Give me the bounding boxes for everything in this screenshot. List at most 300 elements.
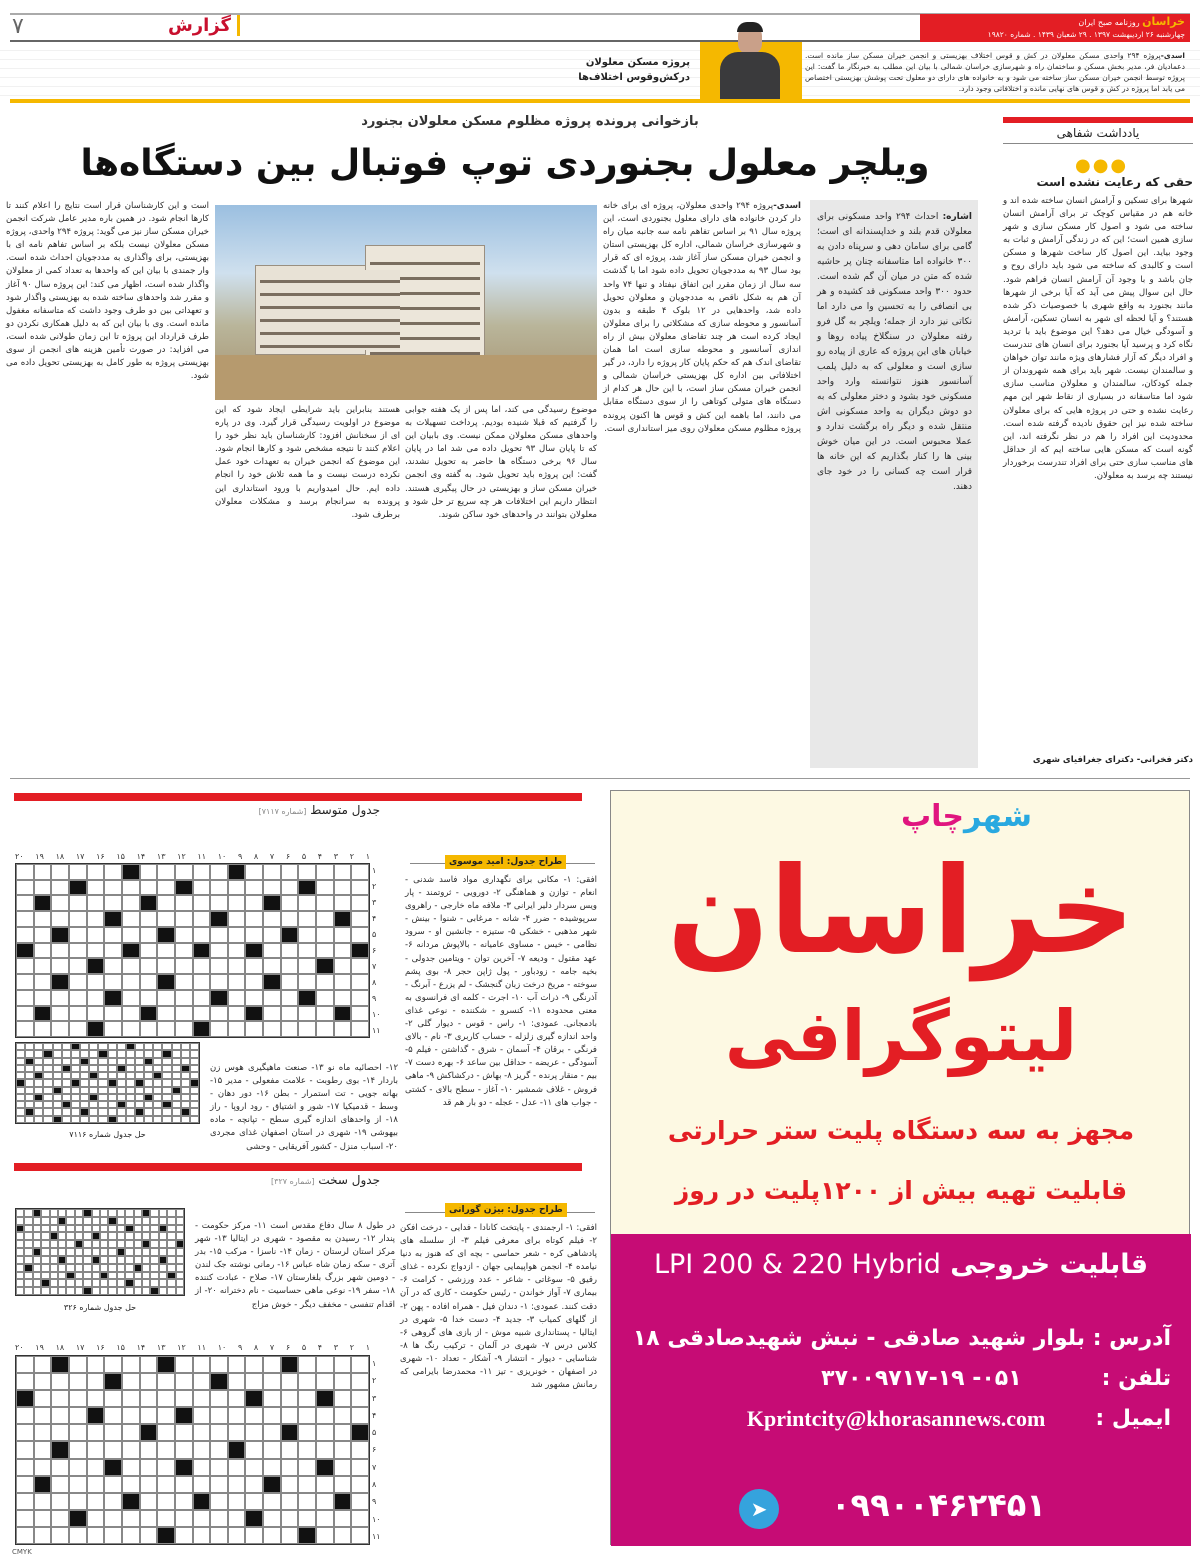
crossword-cell[interactable]: [175, 1006, 193, 1022]
crossword-cell[interactable]: [281, 1527, 299, 1544]
crossword-cell[interactable]: [51, 990, 69, 1006]
crossword-cell[interactable]: [210, 1510, 228, 1527]
crossword-cell[interactable]: [104, 1407, 122, 1424]
crossword-cell[interactable]: [34, 1021, 52, 1037]
crossword-cell[interactable]: [351, 1021, 369, 1037]
crossword-cell[interactable]: [51, 880, 69, 896]
crossword-cell[interactable]: [34, 1459, 52, 1476]
crossword-cell[interactable]: [316, 880, 334, 896]
crossword-cell[interactable]: [104, 1424, 122, 1441]
crossword-cell[interactable]: [104, 1356, 122, 1373]
crossword-cell[interactable]: [87, 927, 105, 943]
crossword-cell[interactable]: [140, 1021, 158, 1037]
crossword-cell[interactable]: [298, 1390, 316, 1407]
crossword-cell[interactable]: [87, 1493, 105, 1510]
crossword-cell[interactable]: [34, 1527, 52, 1544]
crossword-cell[interactable]: [298, 864, 316, 880]
crossword-cell[interactable]: [157, 1510, 175, 1527]
crossword-cell[interactable]: [157, 943, 175, 959]
crossword-cell[interactable]: [210, 895, 228, 911]
crossword-cell[interactable]: [351, 974, 369, 990]
crossword-cell[interactable]: [228, 990, 246, 1006]
crossword-cell[interactable]: [34, 1390, 52, 1407]
crossword-cell[interactable]: [51, 1459, 69, 1476]
crossword-cell[interactable]: [140, 1459, 158, 1476]
crossword-cell[interactable]: [157, 1476, 175, 1493]
crossword-cell[interactable]: [140, 927, 158, 943]
crossword-cell[interactable]: [157, 1493, 175, 1510]
crossword-cell[interactable]: [87, 895, 105, 911]
crossword-cell[interactable]: [281, 880, 299, 896]
crossword-cell[interactable]: [87, 943, 105, 959]
crossword-cell[interactable]: [122, 974, 140, 990]
crossword-cell[interactable]: [69, 927, 87, 943]
crossword-cell[interactable]: [228, 1390, 246, 1407]
crossword-cell[interactable]: [228, 911, 246, 927]
crossword-cell[interactable]: [316, 943, 334, 959]
crossword-cell[interactable]: [316, 1441, 334, 1458]
crossword-cell[interactable]: [175, 895, 193, 911]
crossword-cell[interactable]: [298, 1459, 316, 1476]
crossword-cell[interactable]: [87, 864, 105, 880]
crossword-cell[interactable]: [228, 958, 246, 974]
crossword-cell[interactable]: [263, 1493, 281, 1510]
crossword-cell[interactable]: [228, 1493, 246, 1510]
crossword-cell[interactable]: [298, 943, 316, 959]
crossword-cell[interactable]: [281, 1493, 299, 1510]
crossword-cell[interactable]: [228, 1356, 246, 1373]
crossword-cell[interactable]: [228, 1510, 246, 1527]
crossword-cell[interactable]: [34, 1424, 52, 1441]
crossword-cell[interactable]: [104, 895, 122, 911]
crossword-cell[interactable]: [351, 1407, 369, 1424]
crossword-cell[interactable]: [316, 911, 334, 927]
crossword-cell[interactable]: [193, 880, 211, 896]
telegram-icon[interactable]: ➤: [739, 1489, 779, 1529]
crossword-cell[interactable]: [281, 1390, 299, 1407]
crossword-cell[interactable]: [351, 1441, 369, 1458]
crossword-cell[interactable]: [122, 1373, 140, 1390]
crossword-cell[interactable]: [122, 1390, 140, 1407]
crossword-cell[interactable]: [334, 990, 352, 1006]
crossword-cell[interactable]: [122, 1021, 140, 1037]
crossword-cell[interactable]: [157, 1407, 175, 1424]
crossword-cell[interactable]: [122, 1527, 140, 1544]
crossword-cell[interactable]: [122, 1441, 140, 1458]
crossword-cell[interactable]: [263, 990, 281, 1006]
crossword-cell[interactable]: [334, 943, 352, 959]
crossword-cell[interactable]: [122, 1006, 140, 1022]
crossword-cell[interactable]: [51, 1006, 69, 1022]
crossword-cell[interactable]: [34, 1373, 52, 1390]
crossword-cell[interactable]: [51, 1424, 69, 1441]
crossword-cell[interactable]: [193, 1510, 211, 1527]
crossword-cell[interactable]: [175, 1441, 193, 1458]
crossword-cell[interactable]: [298, 1021, 316, 1037]
crossword-cell[interactable]: [193, 990, 211, 1006]
crossword-cell[interactable]: [157, 1424, 175, 1441]
crossword-cell[interactable]: [104, 1021, 122, 1037]
crossword-cell[interactable]: [228, 1459, 246, 1476]
crossword-cell[interactable]: [193, 1006, 211, 1022]
crossword-cell[interactable]: [51, 1476, 69, 1493]
crossword-cell[interactable]: [51, 895, 69, 911]
crossword-cell[interactable]: [122, 927, 140, 943]
crossword-cell[interactable]: [245, 990, 263, 1006]
crossword-cell[interactable]: [281, 1021, 299, 1037]
crossword-cell[interactable]: [175, 958, 193, 974]
crossword-cell[interactable]: [193, 1476, 211, 1493]
crossword-cell[interactable]: [69, 1476, 87, 1493]
crossword-cell[interactable]: [157, 1459, 175, 1476]
crossword-cell[interactable]: [175, 1476, 193, 1493]
crossword-cell[interactable]: [34, 1407, 52, 1424]
crossword-cell[interactable]: [51, 1390, 69, 1407]
crossword-cell[interactable]: [281, 895, 299, 911]
crossword-cell[interactable]: [334, 1021, 352, 1037]
crossword-cell[interactable]: [16, 1424, 34, 1441]
crossword-cell[interactable]: [210, 1407, 228, 1424]
crossword-cell[interactable]: [245, 1424, 263, 1441]
crossword-cell[interactable]: [245, 1021, 263, 1037]
crossword-cell[interactable]: [122, 1476, 140, 1493]
crossword-cell[interactable]: [351, 1476, 369, 1493]
crossword-cell[interactable]: [245, 1356, 263, 1373]
crossword-cell[interactable]: [281, 974, 299, 990]
crossword-medium-grid[interactable]: [15, 863, 370, 1038]
crossword-cell[interactable]: [69, 990, 87, 1006]
crossword-cell[interactable]: [351, 895, 369, 911]
crossword-cell[interactable]: [210, 1424, 228, 1441]
crossword-cell[interactable]: [298, 911, 316, 927]
crossword-cell[interactable]: [16, 895, 34, 911]
crossword-cell[interactable]: [122, 1424, 140, 1441]
crossword-cell[interactable]: [298, 958, 316, 974]
crossword-cell[interactable]: [316, 990, 334, 1006]
crossword-cell[interactable]: [16, 990, 34, 1006]
crossword-cell[interactable]: [245, 958, 263, 974]
crossword-cell[interactable]: [298, 1356, 316, 1373]
crossword-cell[interactable]: [34, 1493, 52, 1510]
crossword-cell[interactable]: [334, 864, 352, 880]
crossword-cell[interactable]: [16, 927, 34, 943]
crossword-cell[interactable]: [316, 1493, 334, 1510]
crossword-cell[interactable]: [175, 864, 193, 880]
crossword-cell[interactable]: [210, 1441, 228, 1458]
crossword-cell[interactable]: [351, 1459, 369, 1476]
crossword-cell[interactable]: [316, 895, 334, 911]
crossword-cell[interactable]: [245, 1407, 263, 1424]
crossword-cell[interactable]: [140, 864, 158, 880]
crossword-cell[interactable]: [351, 1527, 369, 1544]
crossword-cell[interactable]: [51, 864, 69, 880]
crossword-cell[interactable]: [16, 1021, 34, 1037]
crossword-cell[interactable]: [263, 864, 281, 880]
crossword-cell[interactable]: [334, 1527, 352, 1544]
crossword-cell[interactable]: [104, 927, 122, 943]
crossword-cell[interactable]: [210, 1493, 228, 1510]
crossword-cell[interactable]: [298, 1476, 316, 1493]
crossword-cell[interactable]: [263, 911, 281, 927]
crossword-cell[interactable]: [228, 1527, 246, 1544]
crossword-cell[interactable]: [228, 1021, 246, 1037]
crossword-cell[interactable]: [193, 1441, 211, 1458]
crossword-cell[interactable]: [281, 1459, 299, 1476]
crossword-cell[interactable]: [263, 1390, 281, 1407]
crossword-cell[interactable]: [122, 958, 140, 974]
crossword-cell[interactable]: [263, 927, 281, 943]
crossword-cell[interactable]: [334, 1476, 352, 1493]
crossword-cell[interactable]: [281, 1441, 299, 1458]
crossword-cell[interactable]: [316, 1424, 334, 1441]
crossword-cell[interactable]: [104, 1441, 122, 1458]
crossword-cell[interactable]: [281, 864, 299, 880]
crossword-cell[interactable]: [210, 1390, 228, 1407]
crossword-cell[interactable]: [34, 958, 52, 974]
crossword-cell[interactable]: [334, 895, 352, 911]
crossword-cell[interactable]: [351, 958, 369, 974]
crossword-cell[interactable]: [351, 990, 369, 1006]
crossword-cell[interactable]: [34, 1441, 52, 1458]
ad-email[interactable]: Kprintcity@khorasannews.com: [746, 1406, 1046, 1431]
crossword-cell[interactable]: [16, 974, 34, 990]
crossword-cell[interactable]: [140, 911, 158, 927]
crossword-cell[interactable]: [316, 1373, 334, 1390]
crossword-cell[interactable]: [334, 1459, 352, 1476]
crossword-cell[interactable]: [351, 1373, 369, 1390]
crossword-cell[interactable]: [104, 1510, 122, 1527]
crossword-cell[interactable]: [16, 1493, 34, 1510]
crossword-cell[interactable]: [140, 990, 158, 1006]
crossword-cell[interactable]: [263, 1356, 281, 1373]
crossword-cell[interactable]: [281, 958, 299, 974]
crossword-cell[interactable]: [298, 927, 316, 943]
crossword-cell[interactable]: [245, 1493, 263, 1510]
crossword-cell[interactable]: [228, 1424, 246, 1441]
crossword-cell[interactable]: [157, 958, 175, 974]
crossword-cell[interactable]: [281, 1407, 299, 1424]
crossword-cell[interactable]: [16, 1356, 34, 1373]
crossword-cell[interactable]: [175, 1424, 193, 1441]
crossword-cell[interactable]: [316, 1476, 334, 1493]
crossword-cell[interactable]: [16, 958, 34, 974]
crossword-cell[interactable]: [16, 1476, 34, 1493]
crossword-cell[interactable]: [175, 1021, 193, 1037]
crossword-cell[interactable]: [51, 943, 69, 959]
crossword-cell[interactable]: [157, 880, 175, 896]
crossword-cell[interactable]: [122, 1407, 140, 1424]
crossword-cell[interactable]: [87, 911, 105, 927]
crossword-cell[interactable]: [87, 880, 105, 896]
crossword-cell[interactable]: [51, 1527, 69, 1544]
crossword-cell[interactable]: [228, 895, 246, 911]
crossword-cell[interactable]: [175, 943, 193, 959]
crossword-cell[interactable]: [157, 1390, 175, 1407]
crossword-cell[interactable]: [334, 974, 352, 990]
crossword-cell[interactable]: [34, 864, 52, 880]
crossword-cell[interactable]: [140, 958, 158, 974]
crossword-cell[interactable]: [104, 974, 122, 990]
crossword-cell[interactable]: [69, 1021, 87, 1037]
crossword-cell[interactable]: [175, 974, 193, 990]
crossword-cell[interactable]: [69, 864, 87, 880]
crossword-cell[interactable]: [351, 911, 369, 927]
crossword-cell[interactable]: [263, 1373, 281, 1390]
crossword-cell[interactable]: [245, 974, 263, 990]
crossword-cell[interactable]: [228, 880, 246, 896]
crossword-cell[interactable]: [281, 1476, 299, 1493]
crossword-cell[interactable]: [157, 990, 175, 1006]
crossword-cell[interactable]: [140, 880, 158, 896]
crossword-cell[interactable]: [334, 1424, 352, 1441]
crossword-cell[interactable]: [175, 911, 193, 927]
crossword-cell[interactable]: [193, 1356, 211, 1373]
crossword-cell[interactable]: [69, 1441, 87, 1458]
crossword-cell[interactable]: [298, 1407, 316, 1424]
crossword-cell[interactable]: [193, 1424, 211, 1441]
crossword-cell[interactable]: [104, 1527, 122, 1544]
crossword-cell[interactable]: [69, 911, 87, 927]
crossword-cell[interactable]: [334, 927, 352, 943]
crossword-cell[interactable]: [175, 1527, 193, 1544]
crossword-cell[interactable]: [334, 1510, 352, 1527]
crossword-cell[interactable]: [263, 1006, 281, 1022]
crossword-cell[interactable]: [281, 1510, 299, 1527]
crossword-cell[interactable]: [69, 974, 87, 990]
crossword-cell[interactable]: [316, 1021, 334, 1037]
crossword-cell[interactable]: [16, 864, 34, 880]
crossword-cell[interactable]: [157, 1441, 175, 1458]
advertisement[interactable]: [610, 790, 1190, 1545]
crossword-cell[interactable]: [193, 1373, 211, 1390]
crossword-cell[interactable]: [228, 1006, 246, 1022]
crossword-cell[interactable]: [16, 1441, 34, 1458]
crossword-cell[interactable]: [34, 911, 52, 927]
crossword-cell[interactable]: [228, 974, 246, 990]
crossword-cell[interactable]: [245, 895, 263, 911]
crossword-cell[interactable]: [140, 1390, 158, 1407]
crossword-cell[interactable]: [51, 1493, 69, 1510]
crossword-cell[interactable]: [210, 1527, 228, 1544]
crossword-cell[interactable]: [245, 1476, 263, 1493]
crossword-cell[interactable]: [51, 911, 69, 927]
crossword-cell[interactable]: [104, 958, 122, 974]
crossword-cell[interactable]: [140, 1407, 158, 1424]
crossword-cell[interactable]: [16, 1373, 34, 1390]
crossword-cell[interactable]: [245, 864, 263, 880]
crossword-cell[interactable]: [69, 1459, 87, 1476]
crossword-cell[interactable]: [245, 927, 263, 943]
crossword-hard-grid[interactable]: [15, 1355, 370, 1545]
ad-phone[interactable]: ۰۵۱- ۳۷۰۰۹۷۱۷-۱۹: [821, 1366, 1022, 1391]
crossword-cell[interactable]: [193, 1407, 211, 1424]
crossword-cell[interactable]: [122, 1459, 140, 1476]
crossword-cell[interactable]: [104, 1006, 122, 1022]
crossword-cell[interactable]: [281, 943, 299, 959]
crossword-cell[interactable]: [228, 1407, 246, 1424]
crossword-cell[interactable]: [16, 1459, 34, 1476]
crossword-cell[interactable]: [69, 1527, 87, 1544]
crossword-cell[interactable]: [51, 958, 69, 974]
crossword-cell[interactable]: [316, 974, 334, 990]
crossword-cell[interactable]: [140, 943, 158, 959]
crossword-cell[interactable]: [69, 1373, 87, 1390]
crossword-cell[interactable]: [140, 1493, 158, 1510]
crossword-cell[interactable]: [245, 1459, 263, 1476]
crossword-cell[interactable]: [175, 1510, 193, 1527]
crossword-cell[interactable]: [87, 1476, 105, 1493]
crossword-cell[interactable]: [104, 880, 122, 896]
crossword-cell[interactable]: [16, 880, 34, 896]
crossword-cell[interactable]: [175, 1390, 193, 1407]
crossword-cell[interactable]: [122, 1510, 140, 1527]
crossword-cell[interactable]: [263, 1424, 281, 1441]
crossword-cell[interactable]: [16, 1527, 34, 1544]
crossword-cell[interactable]: [16, 1006, 34, 1022]
crossword-cell[interactable]: [104, 1493, 122, 1510]
crossword-cell[interactable]: [263, 1510, 281, 1527]
crossword-cell[interactable]: [281, 990, 299, 1006]
crossword-cell[interactable]: [87, 990, 105, 1006]
crossword-cell[interactable]: [263, 1441, 281, 1458]
crossword-cell[interactable]: [245, 880, 263, 896]
crossword-cell[interactable]: [34, 990, 52, 1006]
crossword-cell[interactable]: [193, 1527, 211, 1544]
crossword-cell[interactable]: [228, 927, 246, 943]
crossword-cell[interactable]: [193, 1459, 211, 1476]
crossword-cell[interactable]: [87, 1424, 105, 1441]
crossword-cell[interactable]: [122, 1356, 140, 1373]
crossword-cell[interactable]: [298, 1424, 316, 1441]
crossword-cell[interactable]: [104, 864, 122, 880]
crossword-cell[interactable]: [351, 1390, 369, 1407]
crossword-cell[interactable]: [351, 880, 369, 896]
crossword-cell[interactable]: [210, 958, 228, 974]
crossword-cell[interactable]: [69, 895, 87, 911]
crossword-cell[interactable]: [210, 1021, 228, 1037]
crossword-cell[interactable]: [351, 864, 369, 880]
crossword-cell[interactable]: [263, 943, 281, 959]
crossword-cell[interactable]: [334, 1407, 352, 1424]
crossword-cell[interactable]: [140, 1476, 158, 1493]
crossword-cell[interactable]: [351, 927, 369, 943]
crossword-cell[interactable]: [51, 1407, 69, 1424]
crossword-cell[interactable]: [334, 1356, 352, 1373]
crossword-cell[interactable]: [316, 1356, 334, 1373]
crossword-cell[interactable]: [69, 1407, 87, 1424]
crossword-cell[interactable]: [334, 958, 352, 974]
crossword-cell[interactable]: [122, 990, 140, 1006]
crossword-cell[interactable]: [334, 1390, 352, 1407]
crossword-cell[interactable]: [210, 974, 228, 990]
crossword-cell[interactable]: [87, 1390, 105, 1407]
crossword-cell[interactable]: [69, 943, 87, 959]
crossword-cell[interactable]: [87, 1441, 105, 1458]
crossword-cell[interactable]: [157, 895, 175, 911]
crossword-cell[interactable]: [263, 1407, 281, 1424]
crossword-cell[interactable]: [69, 1356, 87, 1373]
crossword-cell[interactable]: [263, 880, 281, 896]
crossword-cell[interactable]: [263, 958, 281, 974]
crossword-cell[interactable]: [34, 974, 52, 990]
crossword-cell[interactable]: [245, 1441, 263, 1458]
crossword-cell[interactable]: [210, 943, 228, 959]
crossword-cell[interactable]: [334, 880, 352, 896]
crossword-cell[interactable]: [298, 1441, 316, 1458]
crossword-cell[interactable]: [175, 927, 193, 943]
crossword-cell[interactable]: [193, 958, 211, 974]
crossword-cell[interactable]: [104, 1476, 122, 1493]
